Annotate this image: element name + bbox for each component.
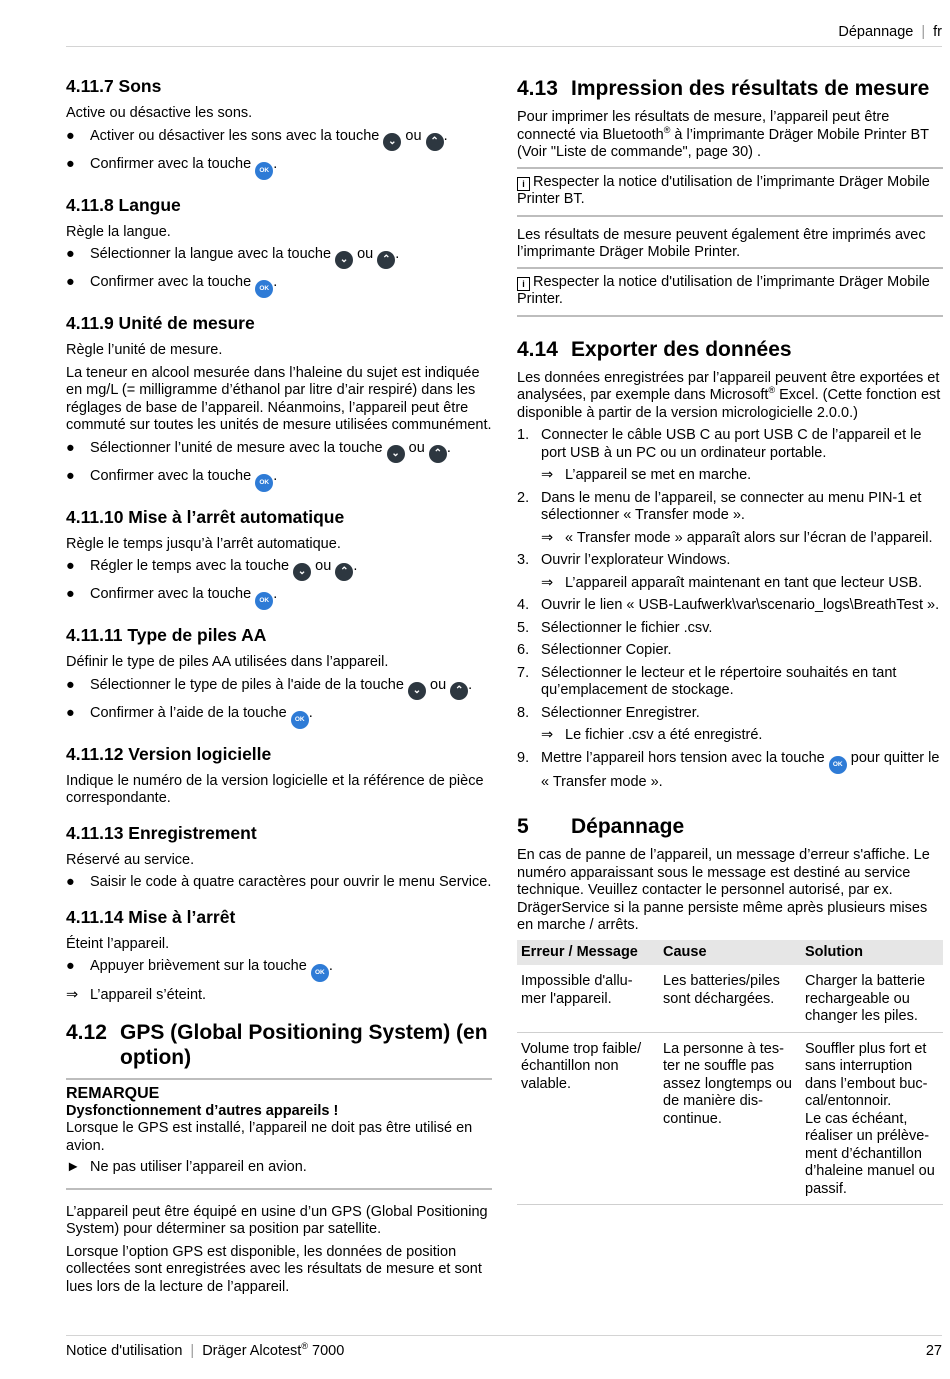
heading-4-13 [517, 76, 943, 101]
section-desc: Règle la langue. [66, 223, 171, 240]
table-cell: Les batteries/piles sont déchargées. [659, 965, 801, 1032]
table-cell: Charger la batterie rechargeable ou changer les piles. [801, 965, 943, 1032]
notice-text: Lorsque le GPS est installé, l’appareil ne doit pas être utilisé en avion. [66, 1120, 473, 1154]
footer-product: Dräger Alcotest [202, 1343, 302, 1359]
table-row [517, 1032, 943, 1205]
heading-text: Impression des résultats de mesure [571, 77, 930, 100]
info-icon: i [517, 277, 530, 291]
step-text: Dans le menu de l’appareil, se connecter au menu PIN-1 et sélectionner « Transfer mode ». [541, 489, 922, 523]
result-text: L’appareil se met en marche. [565, 467, 752, 483]
step-item [517, 665, 943, 700]
paragraph: Les résultats de mesure peuvent également être imprimés avec l’imprimante Dräger Mobile Printer. [517, 226, 926, 260]
section-desc: Active ou désactive les sons. [66, 105, 253, 121]
list-text: Confirmer à l’aide de la touche [90, 704, 287, 721]
ok-button-icon: OK [311, 964, 329, 982]
paragraph: L’appareil peut être équipé en usine d’un GPS (Global Positioning System) pour déterminer sa position par satellite. [66, 1203, 488, 1237]
list-text: Sélectionner le type de piles à l'aide de la touche [90, 676, 404, 693]
right-column [517, 76, 943, 1205]
heading-text: GPS (Global Positioning System) (en option) [120, 1020, 488, 1069]
ok-button-icon: OK [255, 474, 273, 492]
step-text: Sélectionner Copier. [541, 642, 672, 658]
step-number: 1. [517, 427, 530, 443]
heading-5 [517, 814, 943, 839]
heading-4-11-8: 4.11.8 Langue [66, 194, 181, 215]
list-text: ou [430, 676, 447, 693]
bullet: ● [66, 704, 75, 721]
heading-4-11-7: 4.11.7 Sons [66, 76, 162, 96]
troubleshooting-table [517, 940, 943, 1206]
bullet: ● [66, 274, 75, 290]
list-text: Confirmer avec la touche [90, 586, 252, 602]
list-item: ● Sélectionner l’unité de mesure avec la touche ⌄ ou ⌃ . [66, 440, 492, 463]
paragraph: En cas de panne de l’appareil, un message d’erreur s'affiche. Le numéro apparaissant sous le message est destiné au service technique. Veuillez contacter le personnel autorisé, par ex. DrägerService si la panne persiste même après plusieurs mises en marche / arrêts. [517, 847, 930, 933]
footer-doc: Notice d'utilisation [66, 1343, 183, 1359]
result-item [66, 987, 492, 1005]
list-item: ● Confirmer avec la touche OK . [66, 156, 492, 180]
step-result [541, 530, 943, 548]
list-item: ● Confirmer avec la touche OK . [66, 274, 492, 298]
list-item: ● Sélectionner le type de piles à l'aide de la touche ⌄ ou ⌃ . [66, 677, 492, 700]
step-item [517, 750, 943, 792]
footer-registered: ® [301, 1341, 308, 1352]
notice-title: REMARQUE [66, 1084, 160, 1102]
notice-action [66, 1159, 492, 1177]
registered-mark: ® [768, 385, 776, 396]
list-item: ● Confirmer avec la touche OK . [66, 468, 492, 492]
text: Pour imprimer les résultats de mesure, l’appareil peut être connecté via Bluetooth [517, 109, 890, 143]
result-arrow: ⇒ [66, 987, 79, 1003]
heading-4-11-13: 4.11.13 Enregistrement [66, 822, 257, 843]
list-item: ● Confirmer avec la touche OK . [66, 586, 492, 610]
step-number: 8. [517, 704, 530, 721]
chevron-down-icon: ⌄ [383, 133, 401, 151]
step-result [541, 575, 943, 593]
result-arrow: ⇒ [541, 574, 554, 591]
step-item [517, 552, 943, 570]
running-header [838, 24, 942, 42]
list-text: Régler le temps avec la touche [90, 558, 290, 574]
bullet: ● [66, 586, 75, 602]
list-text: ou [315, 558, 332, 574]
bullet: ● [66, 558, 75, 574]
chevron-up-icon: ⌃ [429, 445, 447, 463]
list-item [66, 874, 492, 892]
ok-button-icon: OK [829, 756, 847, 774]
footer-separator: | [190, 1343, 195, 1359]
paragraph: Lorsque l’option GPS est disponible, les données de position collectées sont enregistrées avec les résultats de mesure et sont lues lors de la lecture de l’appareil. [66, 1243, 482, 1295]
notice-subtitle: Dysfonctionnement d’autres appareils ! [66, 1102, 339, 1119]
section-desc: Règle le temps jusqu’à l’arrêt automatique. [66, 535, 341, 552]
step-number: 6. [517, 642, 530, 658]
step-number: 5. [517, 619, 530, 636]
list-text: ou [357, 246, 374, 262]
heading-text: Dépannage [571, 815, 685, 838]
chevron-up-icon: ⌃ [450, 682, 468, 700]
heading-text: Exporter des données [571, 337, 792, 361]
column-header: Solution [801, 940, 943, 966]
table-cell: Volume trop faible/ échantillon non valable. [517, 1032, 659, 1205]
step-text: Sélectionner le lecteur et le répertoire souhaités en tant qu’emplacement de stockage. [541, 664, 897, 698]
column-header: Cause [659, 940, 801, 966]
text: à l’imprimante Dräger Mobile Printer BT (Voir "Liste de commande", page 30) . [517, 126, 929, 160]
step-number: 4. [517, 597, 530, 613]
heading-4-11-10: 4.11.10 Mise à l’arrêt automatique [66, 506, 345, 527]
note-text: Respecter la notice d'utilisation de l’imprimante Dräger Mobile Printer. [517, 273, 930, 307]
list-item: ● Appuyer brièvement sur la touche OK . [66, 958, 492, 982]
list-text: Appuyer brièvement sur la touche [90, 958, 307, 974]
heading-number: 4.14 [517, 337, 558, 361]
chevron-up-icon: ⌃ [426, 133, 444, 151]
result-text: Le fichier .csv a été enregistré. [565, 727, 763, 743]
table-cell: Souffler plus fort et sans interruption dans l’embout buc-cal/entonnoir. Le cas échéant, réaliser un prélève-ment d’échantillon d’haleine manuel ou passif. [801, 1032, 943, 1205]
list-text: Sélectionner l’unité de mesure avec la touche [90, 439, 383, 456]
chevron-down-icon: ⌄ [387, 445, 405, 463]
step-text: Ouvrir le lien « USB-Laufwerk\var\scenario_logs\BreathTest ». [541, 597, 940, 613]
step-item [517, 490, 943, 525]
step-number: 7. [517, 664, 530, 681]
list-text: Sélectionner la langue avec la touche [90, 246, 332, 262]
triangle-bullet: ► [66, 1159, 81, 1175]
bullet: ● [66, 676, 75, 693]
chevron-down-icon: ⌄ [408, 682, 426, 700]
step-text: Connecter le câble USB C au port USB C de l’appareil et le port USB à un PC ou un ordinateur portable. [541, 427, 922, 461]
ok-button-icon: OK [255, 162, 273, 180]
footer-model: 7000 [312, 1343, 345, 1359]
table-header-row [517, 940, 943, 966]
header-language: fr [933, 24, 942, 40]
heading-4-11-11: 4.11.11 Type de piles AA [66, 625, 267, 645]
ok-button-icon: OK [291, 711, 309, 729]
step-number: 3. [517, 552, 530, 568]
chevron-down-icon: ⌄ [293, 563, 311, 581]
heading-number: 4.12 [66, 1020, 107, 1044]
list-text: Confirmer avec la touche [90, 467, 252, 484]
text: Excel. (Cette fonction est disponible à partir de la version micrologicielle 2.0.0.) [517, 387, 941, 421]
text: Les données enregistrées par l’appareil peuvent être exportées et analysées, par exemple dans Microsoft [517, 369, 940, 403]
heading-number: 4.13 [517, 77, 558, 100]
bullet: ● [66, 874, 75, 890]
info-icon: i [517, 177, 530, 191]
bullet: ● [66, 439, 75, 456]
paragraph: La teneur en alcool mesurée dans l’haleine du sujet est indiquée en mg/L (= milligramme d’éthanol par litre d’air respiré) dans les réglages de base de l’appareil. Néanmoins, l’appareil peut être commuté sur toutes les unités de mesure utilisées communément. [66, 364, 492, 433]
left-column [66, 76, 492, 1301]
header-rule [66, 46, 942, 47]
heading-4-12 [66, 1020, 492, 1070]
list-text: ou [405, 127, 422, 144]
step-number: 9. [517, 749, 530, 766]
step-item [517, 427, 943, 462]
result-arrow: ⇒ [541, 467, 554, 483]
step-text: pour quitter le « Transfer mode ». [541, 749, 940, 790]
step-result [541, 727, 943, 745]
table-cell: Impossible d'allu-mer l'appareil. [517, 965, 659, 1032]
step-number: 2. [517, 489, 530, 506]
header-section: Dépannage [838, 24, 914, 40]
heading-4-14 [517, 337, 943, 362]
bullet: ● [66, 958, 75, 974]
step-result [541, 467, 943, 485]
list-text: L’appareil s’éteint. [90, 987, 207, 1003]
page-footer [66, 1343, 942, 1361]
result-arrow: ⇒ [541, 727, 554, 743]
table-row [517, 965, 943, 1032]
list-item: ● Régler le temps avec la touche ⌄ ou ⌃ . [66, 558, 492, 581]
footer-rule [66, 1335, 942, 1336]
paragraph [517, 109, 943, 162]
list-text: Activer ou désactiver les sons avec la touche [90, 127, 380, 144]
bullet: ● [66, 155, 75, 172]
table-cell: La personne à tes-ter ne souffle pas assez longtemps ou de manière dis-continue. [659, 1032, 801, 1205]
section-desc: Indique le numéro de la version logicielle et la référence de pièce correspondante. [66, 772, 484, 806]
list-text: Saisir le code à quatre caractères pour ouvrir le menu Service. [90, 874, 492, 890]
step-item [517, 620, 943, 638]
list-text: Confirmer avec la touche [90, 274, 252, 290]
list-item: ● Activer ou désactiver les sons avec la touche ⌄ ou ⌃ . [66, 128, 492, 151]
page-number: 27 [925, 1343, 942, 1359]
ok-button-icon: OK [255, 592, 273, 610]
step-text: Ouvrir l’explorateur Windows. [541, 552, 731, 568]
info-note [517, 167, 943, 217]
step-item [517, 597, 943, 615]
heading-4-11-14: 4.11.14 Mise à l’arrêt [66, 906, 236, 927]
step-item [517, 642, 943, 660]
result-text: « Transfer mode » apparaît alors sur l’écran de l’appareil. [565, 529, 933, 546]
list-item: ● Sélectionner la langue avec la touche ⌄ ou ⌃ . [66, 246, 492, 269]
chevron-up-icon: ⌃ [377, 251, 395, 269]
paragraph [517, 370, 943, 423]
heading-4-11-12: 4.11.12 Version logicielle [66, 743, 272, 764]
list-text: ou [408, 439, 425, 456]
result-arrow: ⇒ [541, 529, 554, 546]
chevron-down-icon: ⌄ [335, 251, 353, 269]
registered-mark: ® [663, 124, 671, 135]
result-text: L’appareil apparaît maintenant en tant que lecteur USB. [565, 574, 923, 591]
section-desc: Réservé au service. [66, 851, 195, 868]
list-text: Ne pas utiliser l’appareil en avion. [90, 1159, 307, 1175]
bullet: ● [66, 467, 75, 484]
section-desc: Règle l’unité de mesure. [66, 342, 223, 358]
step-text: Sélectionner Enregistrer. [541, 704, 700, 721]
heading-number: 5 [517, 815, 529, 838]
step-text: Sélectionner le fichier .csv. [541, 619, 713, 636]
section-desc: Définir le type de piles AA utilisées dans l’appareil. [66, 654, 389, 670]
header-separator: | [921, 24, 926, 40]
section-desc: Éteint l’appareil. [66, 935, 170, 952]
step-text: Mettre l’appareil hors tension avec la touche [541, 749, 825, 766]
bullet: ● [66, 246, 75, 262]
chevron-up-icon: ⌃ [335, 563, 353, 581]
info-note [517, 267, 943, 317]
note-text: Respecter la notice d'utilisation de l’imprimante Dräger Mobile Printer BT. [517, 173, 930, 207]
ok-button-icon: OK [255, 280, 273, 298]
heading-4-11-9: 4.11.9 Unité de mesure [66, 313, 255, 333]
list-item: ● Confirmer à l’aide de la touche OK . [66, 705, 492, 729]
notice-box [66, 1078, 492, 1190]
column-header: Erreur / Message [517, 940, 659, 966]
bullet: ● [66, 127, 75, 144]
list-text: Confirmer avec la touche [90, 155, 252, 172]
step-item [517, 705, 943, 723]
